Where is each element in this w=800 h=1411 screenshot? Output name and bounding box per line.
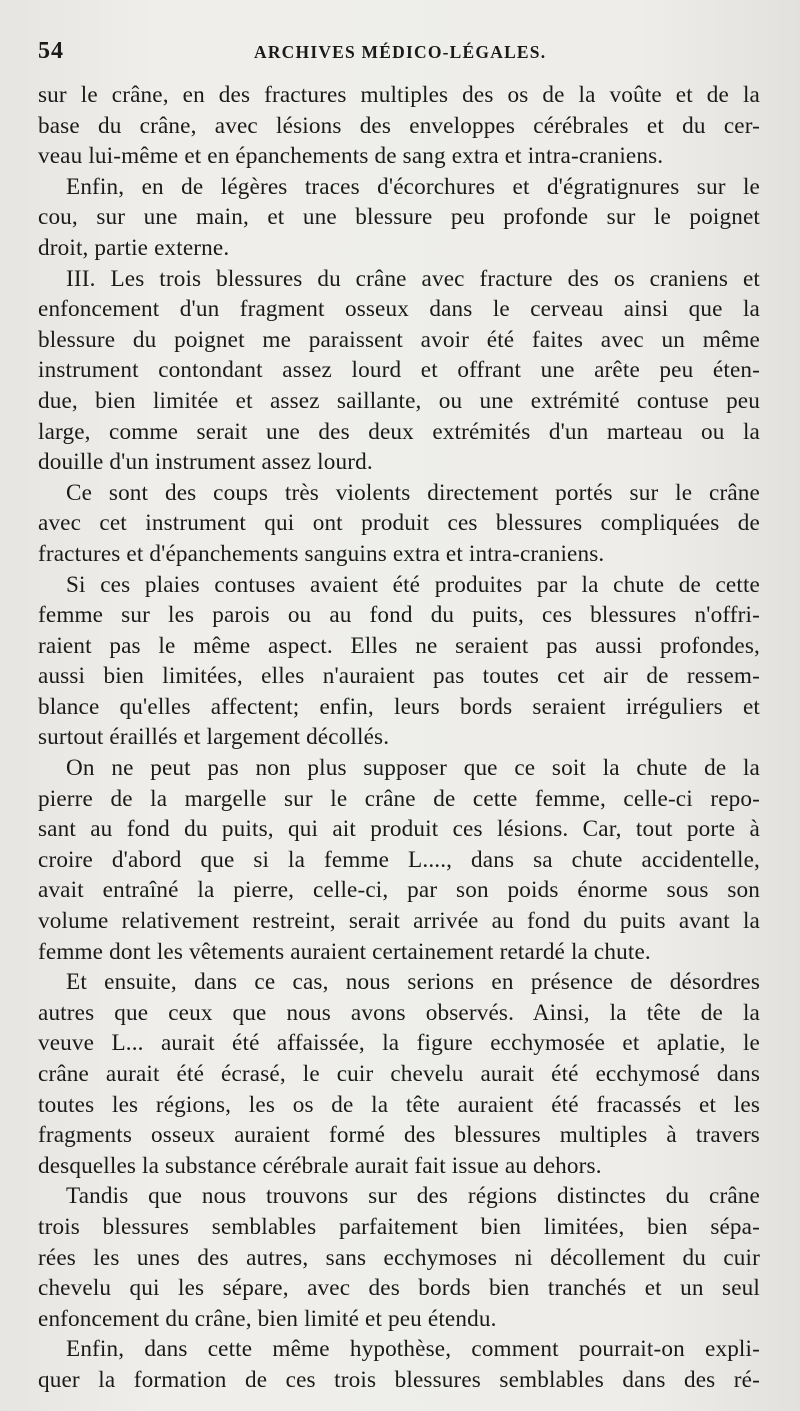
text-line: raient pas le même aspect. Elles ne seraient pas aussi profondes, bbox=[38, 632, 760, 659]
text-line: veuve L... aurait été affaissée, la figure ecchymosée et aplatie, le bbox=[38, 1030, 760, 1057]
text-line: Et ensuite, dans ce cas, nous serions en présence de désordres bbox=[66, 969, 760, 996]
text-line: Enfin, en de légères traces d'écorchures et d'égratignures sur le bbox=[66, 173, 760, 200]
text-line: large, comme serait une des deux extrémités d'un marteau ou la bbox=[38, 418, 760, 445]
text-line: enfoncement d'un fragment osseux dans le cerveau ainsi que la bbox=[38, 296, 760, 323]
text-line: veau lui-même et en épanchements de sang extra et intra-craniens. bbox=[38, 143, 664, 170]
text-line: fragments osseux auraient formé des blessures multiples à travers bbox=[38, 1122, 760, 1149]
text-line: due, bien limitée et assez saillante, ou une extrémité contuse peu bbox=[38, 387, 760, 414]
text-line: aussi bien limitées, elles n'auraient pas toutes cet air de ressem- bbox=[38, 663, 760, 690]
running-title: ARCHIVES MÉDICO-LÉGALES. bbox=[254, 42, 547, 62]
text-line: fractures et d'épanchements sanguins extra et intra-craniens. bbox=[38, 540, 605, 567]
text-line: instrument contondant assez lourd et offrant une arête peu éten- bbox=[38, 357, 760, 384]
text-line: volume relativement restreint, serait arrivée au fond du puits avant la bbox=[38, 908, 760, 935]
text-line: toutes les régions, les os de la tête auraient été fracassés et les bbox=[38, 1091, 760, 1118]
text-line: Tandis que nous trouvons sur des régions distinctes du crâne bbox=[66, 1183, 760, 1210]
text-line: trois blessures semblables parfaitement bien limitées, bien sépa- bbox=[38, 1213, 760, 1240]
text-line: Ce sont des coups très violents directement portés sur le crâne bbox=[66, 479, 760, 506]
text-line: croire d'abord que si la femme L...., dans sa chute accidentelle, bbox=[38, 846, 760, 873]
text-line: femme dont les vêtements auraient certainement retardé la chute. bbox=[38, 938, 651, 965]
text-line: Si ces plaies contuses avaient été produites par la chute de cette bbox=[66, 571, 760, 598]
text-line: sur le crâne, en des fractures multiples des os de la voûte et de la bbox=[38, 82, 760, 108]
page-header bbox=[38, 38, 762, 68]
text-line: chevelu qui les sépare, avec des bords bien tranchés et un seul bbox=[38, 1275, 760, 1302]
text-line: droit, partie externe. bbox=[38, 234, 230, 261]
text-line: blessure du poignet me paraissent avoir été faites avec un même bbox=[38, 326, 760, 353]
text-line: avec cet instrument qui ont produit ces blessures compliquées de bbox=[38, 510, 760, 537]
text-line: quer la formation de ces trois blessures semblables dans des ré- bbox=[38, 1366, 760, 1393]
text-line: autres que ceux que nous avons observés. Ainsi, la tête de la bbox=[38, 999, 760, 1026]
text-line: pierre de la margelle sur le crâne de cette femme, celle-ci repo- bbox=[38, 785, 760, 812]
text-line: avait entraîné la pierre, celle-ci, par son poids énorme sous son bbox=[38, 877, 760, 904]
text-line: On ne peut pas non plus supposer que ce soit la chute de la bbox=[66, 755, 760, 782]
body-text bbox=[38, 80, 760, 1396]
text-line: blance qu'elles affectent; enfin, leurs bords seraient irréguliers et bbox=[38, 693, 760, 720]
text-line: surtout éraillés et largement décollés. bbox=[38, 724, 390, 751]
text-line: crâne aurait été écrasé, le cuir chevelu aurait été ecchymosé dans bbox=[38, 1061, 760, 1087]
page-number: 54 bbox=[38, 38, 64, 64]
text-line: III. Les trois blessures du crâne avec fracture des os craniens et bbox=[66, 265, 760, 292]
text-line: rées les unes des autres, sans ecchymoses ni décollement du cuir bbox=[38, 1244, 760, 1271]
text-line: Enfin, dans cette même hypothèse, comment pourrait-on expli- bbox=[66, 1336, 760, 1363]
text-line: sant au fond du puits, qui ait produit ces lésions. Car, tout porte à bbox=[38, 816, 760, 843]
text-line: desquelles la substance cérébrale aurait fait issue au dehors. bbox=[38, 1152, 602, 1179]
text-line: femme sur les parois ou au fond du puits, ces blessures n'offri- bbox=[38, 602, 760, 629]
text-line: base du crâne, avec lésions des enveloppes cérébrales et du cer- bbox=[38, 112, 760, 139]
text-line: douille d'un instrument assez lourd. bbox=[38, 449, 373, 476]
text-line: cou, sur une main, et une blessure peu profonde sur le poignet bbox=[38, 204, 760, 231]
text-line: enfoncement du crâne, bien limité et peu étendu. bbox=[38, 1305, 497, 1332]
